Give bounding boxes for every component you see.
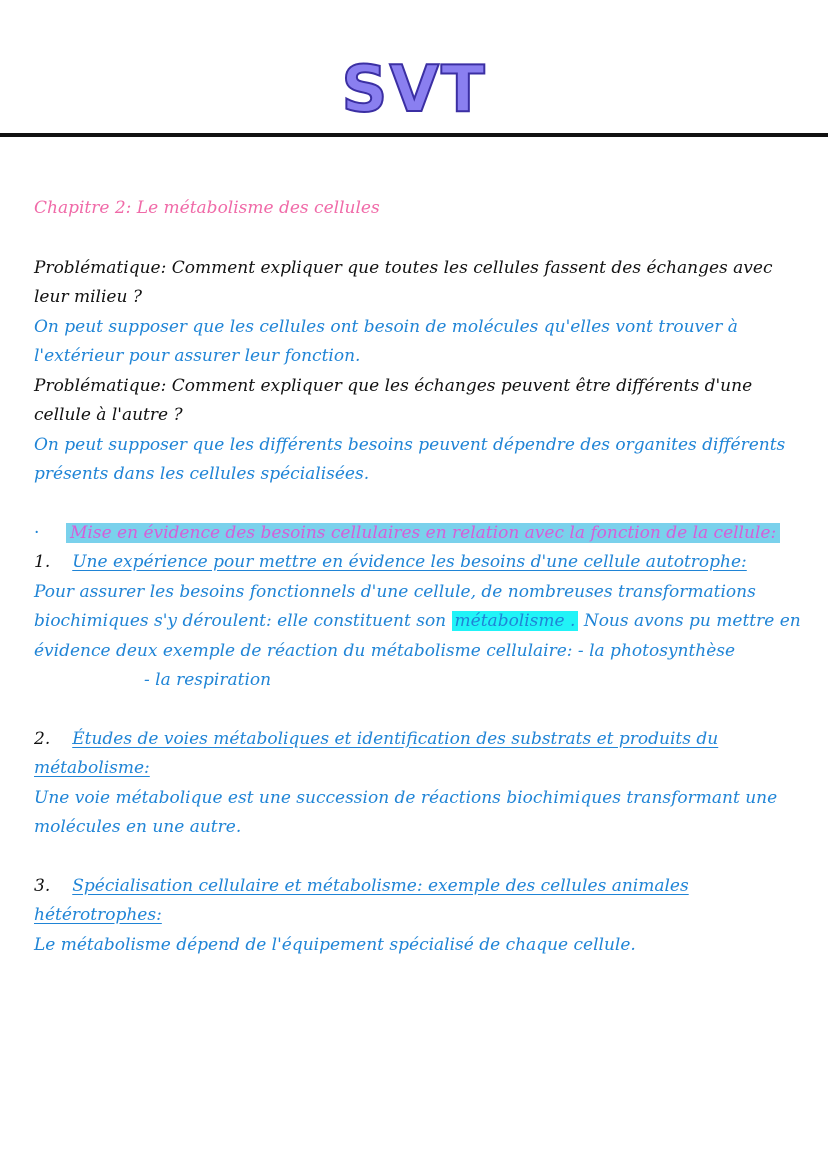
part-3-heading bbox=[34, 872, 804, 931]
part-1-text bbox=[34, 578, 804, 667]
part-1-number: 1. bbox=[34, 552, 51, 572]
bullet-icon: · bbox=[34, 522, 40, 543]
part-2-heading bbox=[34, 725, 804, 784]
section-heading-text: Mise en évidence des besoins cellulaires en relation avec la fonction de la cellule: bbox=[66, 523, 780, 543]
part-2-number: 2. bbox=[34, 728, 51, 749]
metabolisme-highlight: métabolisme . bbox=[452, 611, 579, 631]
problem-2-answer: On peut supposer que les différents besoins peuvent dépendre des organites différents présents dans les cellules spécialisées. bbox=[34, 434, 786, 484]
title-divider bbox=[0, 133, 828, 137]
page-title: SVT bbox=[341, 53, 487, 127]
part-1-title: Une expérience pour mettre en évidence les besoins d'une cellule autotrophe: bbox=[72, 552, 747, 572]
problem-1-question: Problématique: Comment expliquer que toutes les cellules fassent des échanges avec leur milieu ? bbox=[34, 257, 773, 307]
part-3-text: Le métabolisme dépend de l'équipement spécialisé de chaque cellule. bbox=[34, 934, 636, 955]
part-1-heading bbox=[34, 548, 804, 578]
part-2-text: Une voie métabolique est une succession de réactions biochimiques transformant une molécules en une autre. bbox=[34, 787, 778, 837]
part-3-title: Spécialisation cellulaire et métabolisme: exemple des cellules animales hétérotrophes: bbox=[34, 875, 689, 925]
chapter-title: Chapitre 2: Le métabolisme des cellules bbox=[34, 198, 380, 218]
part-1-text-before: Pour assurer les besoins fonctionnels d'une cellule, de nombreuses transformations biochimiques s'y déroulent: elle constituent son bbox=[34, 581, 756, 631]
part-3-number: 3. bbox=[34, 875, 51, 896]
problem-1-answer: On peut supposer que les cellules ont besoin de molécules qu'elles vont trouver à l'extérieur pour assurer leur fonction. bbox=[34, 316, 738, 366]
part-2-title: Études de voies métaboliques et identification des substrats et produits du métabolisme: bbox=[34, 728, 719, 778]
part-1-text-after: Nous avons pu mettre en évidence deux exemple de réaction du métabolisme cellulaire: - la photosynthèse bbox=[34, 611, 801, 661]
notes-content bbox=[34, 194, 804, 960]
part-1-list-item: - la respiration bbox=[144, 670, 272, 690]
section-heading bbox=[34, 519, 804, 549]
problem-2-question: Problématique: Comment expliquer que les échanges peuvent être différents d'une cellule à l'autre ? bbox=[34, 375, 753, 425]
